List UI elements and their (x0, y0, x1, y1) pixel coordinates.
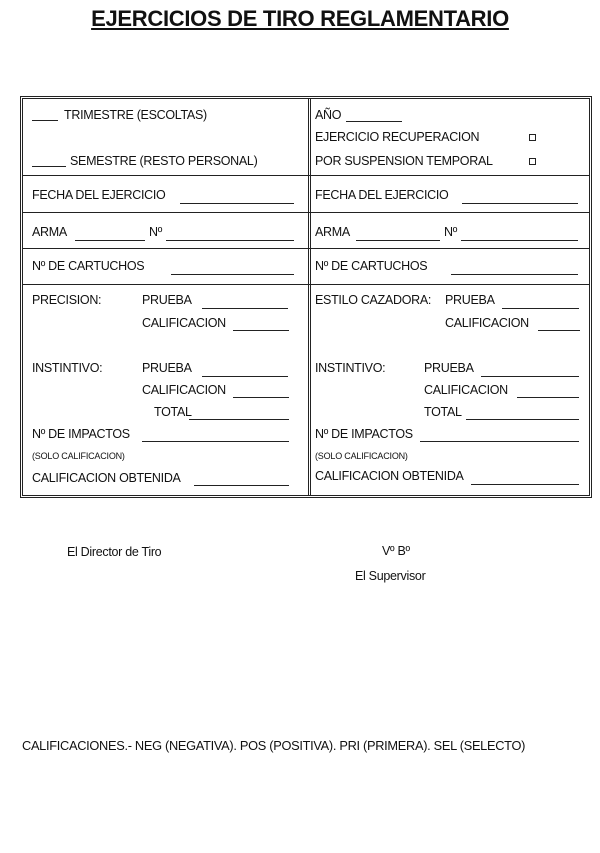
right-estilo-calificacion-label: CALIFICACION (445, 316, 529, 330)
right-total-label: TOTAL (424, 405, 462, 419)
left-fecha-field[interactable] (180, 203, 294, 204)
trimestre-label: TRIMESTRE (ESCOLTAS) (64, 108, 207, 122)
semestre-blank[interactable] (32, 166, 66, 167)
calificaciones-legend: CALIFICACIONES.- NEG (NEGATIVA). POS (POSITIVA). PRI (PRIMERA). SEL (SELECTO) (22, 738, 526, 753)
left-solo-calificacion-note: (SOLO CALIFICACION) (32, 451, 125, 461)
row-divider (23, 175, 589, 176)
right-numero-field[interactable] (461, 240, 578, 241)
left-arma-field[interactable] (75, 240, 145, 241)
right-ano-field[interactable] (346, 121, 402, 122)
row-divider (23, 212, 589, 213)
right-estilo-prueba-label: PRUEBA (445, 293, 495, 307)
director-signature-label: El Director de Tiro (67, 545, 162, 559)
row-divider (23, 248, 589, 249)
left-precision-prueba-label: PRUEBA (142, 293, 192, 307)
right-instintivo-label: INSTINTIVO: (315, 361, 386, 375)
left-instintivo-calificacion-label: CALIFICACION (142, 383, 226, 397)
semestre-label: SEMESTRE (RESTO PERSONAL) (70, 154, 258, 168)
left-total-field[interactable] (189, 419, 289, 420)
left-obtenida-label: CALIFICACION OBTENIDA (32, 471, 181, 485)
left-cartuchos-field[interactable] (171, 274, 294, 275)
left-obtenida-field[interactable] (194, 485, 289, 486)
right-obtenida-label: CALIFICACION OBTENIDA (315, 469, 464, 483)
suspension-checkbox[interactable] (529, 158, 536, 165)
left-precision-calificacion-field[interactable] (233, 330, 289, 331)
right-instintivo-calificacion-field[interactable] (517, 397, 579, 398)
supervisor-signature-label: El Supervisor (355, 569, 426, 583)
column-divider (308, 99, 311, 495)
recuperacion-checkbox[interactable] (529, 134, 536, 141)
left-precision-calificacion-label: CALIFICACION (142, 316, 226, 330)
right-impactos-label: Nº DE IMPACTOS (315, 427, 413, 441)
row-divider (23, 284, 589, 285)
left-total-label: TOTAL (154, 405, 192, 419)
left-precision-label: PRECISION: (32, 293, 102, 307)
left-instintivo-prueba-label: PRUEBA (142, 361, 192, 375)
right-suspension-label: POR SUSPENSION TEMPORAL (315, 154, 493, 168)
left-fecha-label: FECHA DEL EJERCICIO (32, 188, 166, 202)
right-ano-label: AÑO (315, 108, 342, 122)
right-instintivo-prueba-label: PRUEBA (424, 361, 474, 375)
right-fecha-field[interactable] (462, 203, 578, 204)
vobo-label: Vº Bº (382, 544, 410, 558)
right-cartuchos-label: Nº DE CARTUCHOS (315, 259, 428, 273)
left-numero-field[interactable] (166, 240, 294, 241)
right-solo-calificacion-note: (SOLO CALIFICACION) (315, 451, 408, 461)
right-total-field[interactable] (466, 419, 579, 420)
right-obtenida-field[interactable] (471, 484, 579, 485)
left-impactos-field[interactable] (142, 441, 289, 442)
right-arma-field[interactable] (356, 240, 440, 241)
left-instintivo-calificacion-field[interactable] (233, 397, 289, 398)
right-instintivo-calificacion-label: CALIFICACION (424, 383, 508, 397)
form-table (20, 96, 592, 498)
document-title: EJERCICIOS DE TIRO REGLAMENTARIO (91, 6, 509, 31)
right-cartuchos-field[interactable] (451, 274, 578, 275)
left-impactos-label: Nº DE IMPACTOS (32, 427, 130, 441)
left-numero-label: Nº (149, 225, 162, 239)
right-estilo-label: ESTILO CAZADORA: (315, 293, 432, 307)
right-arma-label: ARMA (315, 225, 350, 239)
left-arma-label: ARMA (32, 225, 67, 239)
right-estilo-calificacion-field[interactable] (538, 330, 580, 331)
left-cartuchos-label: Nº DE CARTUCHOS (32, 259, 145, 273)
right-numero-label: Nº (444, 225, 457, 239)
trimestre-blank[interactable] (32, 120, 58, 121)
right-recuperacion-label: EJERCICIO RECUPERACION (315, 130, 480, 144)
left-instintivo-prueba-field[interactable] (202, 376, 288, 377)
right-impactos-field[interactable] (420, 441, 579, 442)
right-instintivo-prueba-field[interactable] (481, 376, 579, 377)
right-fecha-label: FECHA DEL EJERCICIO (315, 188, 449, 202)
left-precision-prueba-field[interactable] (202, 308, 288, 309)
right-estilo-prueba-field[interactable] (502, 308, 579, 309)
left-instintivo-label: INSTINTIVO: (32, 361, 103, 375)
